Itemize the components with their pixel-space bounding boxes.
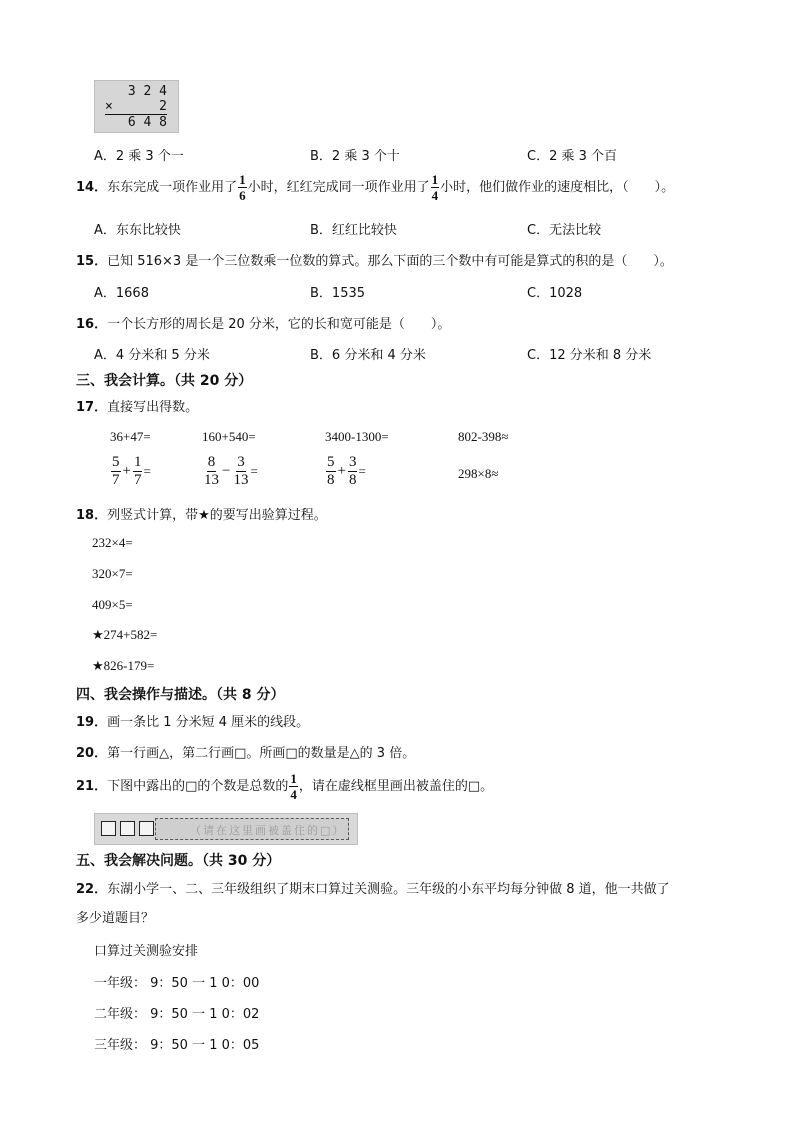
schedule-title: 口算过关测验安排 [94,944,199,959]
q21-figure [94,813,358,845]
q21-text-a: 下图中露出的□的个数是总数的 [107,779,289,794]
q14-fraction-1: $\frac{1}{6}$ [239,172,246,203]
q14-option-c[interactable]: C．无法比较 [527,223,602,238]
q16-option-a[interactable]: A．4 分米和 5 分米 [94,348,210,363]
q20-text: 第一行画△，第二行画□。所画□的数量是△的 3 倍。 [107,746,416,761]
q17-text: 直接写出得数。 [107,400,199,415]
q17-question [76,396,198,415]
q19-text: 画一条比 1 分米短 4 厘米的线段。 [107,715,310,730]
schedule-row-grade2: 二年级： 9：50 一 1 0：02 [94,1007,260,1022]
q13-option-b[interactable]: B．2 乘 3 个十 [310,149,400,164]
q14-text-a: 东东完成一项作业用了 [107,180,238,195]
q14-text-c: 小时，他们做作业的速度相比，（ ）。 [440,180,675,195]
q20-question [76,742,415,761]
q22-number: 22． [76,882,108,897]
q17-item-3: 3400-1300= [325,429,389,444]
schedule-row-grade1: 一年级： 9：50 一 1 0：00 [94,976,260,991]
q18-item-4: ★274+582= [92,627,158,642]
dashed-drawing-box[interactable] [155,818,349,840]
q16-text: 一个长方形的周长是 20 分米，它的长和宽可能是（ ）。 [107,317,451,332]
mult-row1: 3 2 4 [127,84,167,99]
q13-option-c[interactable]: C．2 乘 3 个百 [527,149,618,164]
q18-question [76,504,327,523]
q18-item-5: ★826-179= [92,658,155,673]
q18-number: 18． [76,508,108,523]
q15-option-b[interactable]: B．1535 [310,286,366,301]
q14-option-a[interactable]: A．东东比较快 [94,223,181,238]
q17-item-4: 802-398≈ [458,429,509,444]
q17-fraction-expr-2: $\frac{8}{13}$ − $\frac{3}{13}$ = [204,454,258,488]
q22-text-line1: 东湖小学一、二、三年级组织了期末口算过关测验。三年级的小东平均每分钟做 8 道，他一共做了 [107,882,670,897]
q14-question [76,173,674,202]
q16-option-c[interactable]: C．12 分米和 8 分米 [527,348,652,363]
q18-item-2: 320×7= [92,566,133,581]
q16-question [76,313,450,332]
q15-question [76,250,673,269]
q19-question [76,711,309,730]
mult-row2: 2 [159,99,167,114]
q15-option-a[interactable]: A．1668 [94,286,149,301]
q17-number: 17． [76,400,108,415]
q18-item-3: 409×5= [92,597,133,612]
schedule-row-grade3: 三年级： 9：50 一 1 0：05 [94,1038,260,1053]
q14-option-b[interactable]: B．红红比较快 [310,223,397,238]
q16-option-b[interactable]: B．6 分米和 4 分米 [310,348,426,363]
square-icon [101,821,116,836]
q17-fraction-expr-3: $\frac{5}{8}$ + $\frac{3}{8}$ = [327,454,366,488]
q22-question-line1 [76,878,670,897]
q15-option-c[interactable]: C．1028 [527,286,583,301]
section-4-title: 四、我会操作与描述。（共 8 分） [76,687,285,703]
section-5-title: 五、我会解决问题。（共 30 分） [76,853,281,869]
mult-result: 6 4 8 [105,114,167,130]
q15-text: 已知 516×3 是一个三位数乘一位数的算式。那么下面的三个数中有可能是算式的积的是（ ）。 [107,254,673,269]
q14-number: 14． [76,180,108,195]
q21-fraction: $\frac{1}{4}$ [290,771,297,802]
q16-number: 16． [76,317,108,332]
q17-item-1: 36+47= [110,429,151,444]
q21-number: 21． [76,779,108,794]
q20-number: 20． [76,746,108,761]
dashed-box-faint-text: （请在这里画被盖住的□） [190,824,346,837]
multiplication-image [94,80,179,133]
q15-number: 15． [76,254,108,269]
q21-question [76,772,493,801]
q18-item-1: 232×4= [92,535,133,550]
q19-number: 19． [76,715,108,730]
q21-text-b: ，请在虚线框里画出被盖住的□。 [298,779,494,794]
section-3-title: 三、我会计算。（共 20 分） [76,373,253,389]
q22-text-line2: 多少道题目？ [76,911,155,926]
square-icon [139,821,154,836]
q14-fraction-2: $\frac{1}{4}$ [431,172,439,203]
q13-option-a[interactable]: A．2 乘 3 个一 [94,149,184,164]
q18-text: 列竖式计算，带★的要写出验算过程。 [107,508,327,523]
q17-fraction-expr-1: $\frac{5}{7}$ + $\frac{1}{7}$ = [112,454,151,488]
q17-item-8: 298×8≈ [458,466,499,481]
square-icon [120,821,135,836]
mult-operator: × [105,99,113,114]
q14-text-b: 小时，红红完成同一项作业用了 [247,180,430,195]
q17-item-2: 160+540= [202,429,256,444]
